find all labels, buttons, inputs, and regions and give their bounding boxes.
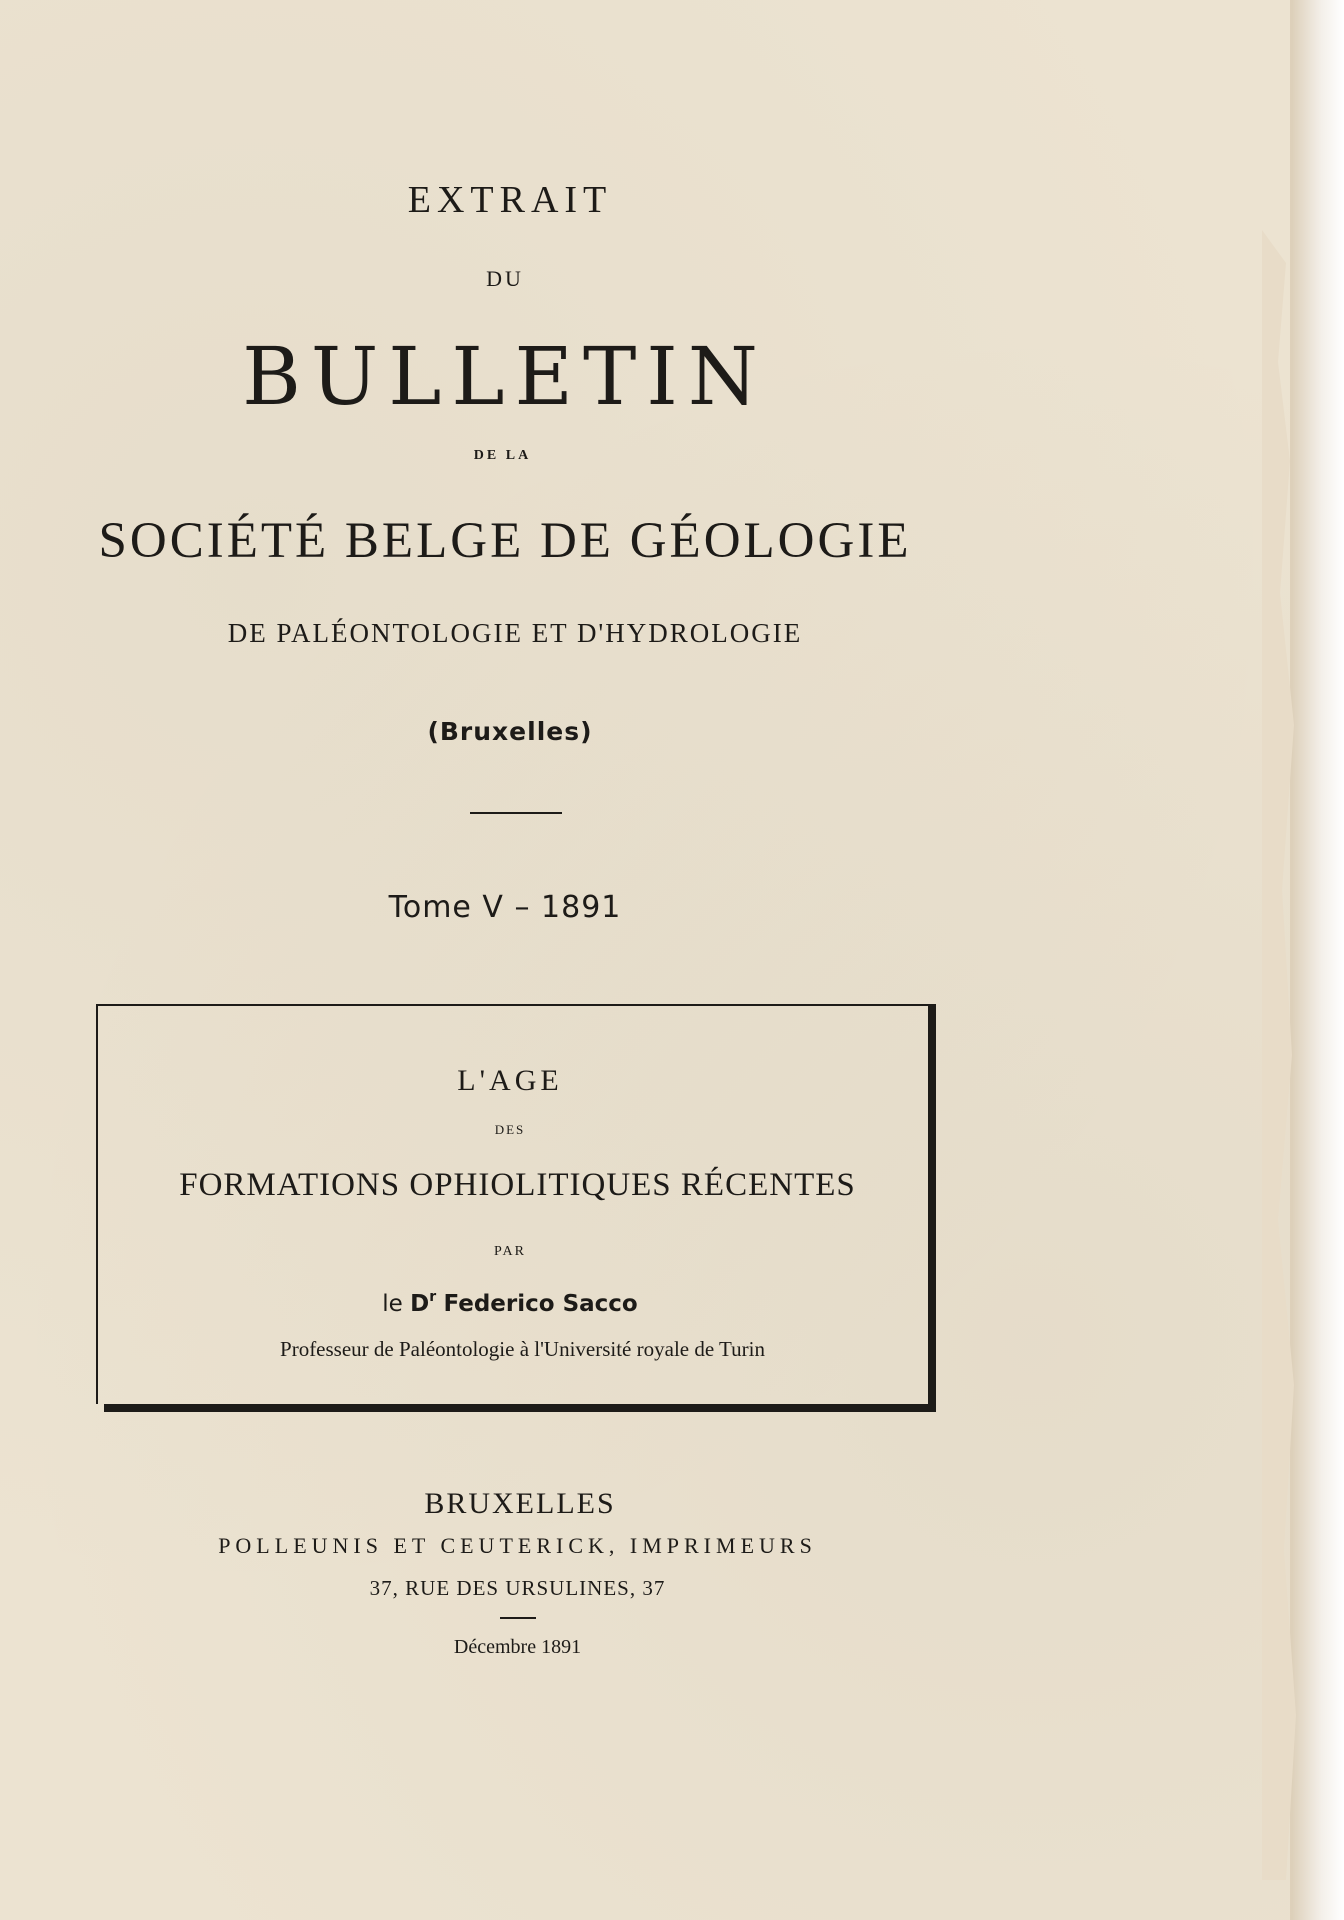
author-title — [410, 1291, 436, 1317]
header-du: DU — [486, 266, 524, 291]
article-author — [0, 1291, 1020, 1317]
author-title-sup: r — [429, 1289, 437, 1305]
society-name: SOCIÉTÉ BELGE DE GÉOLOGIE — [98, 513, 912, 569]
society-city: (Bruxelles) — [427, 717, 593, 746]
imprint-city: BRUXELLES — [424, 1487, 616, 1520]
society-subtitle: DE PALÉONTOLOGIE ET D'HYDROLOGIE — [227, 618, 803, 648]
imprint-printer: POLLEUNIS ET CEUTERICK, IMPRIMEURS — [218, 1533, 817, 1558]
imprint-divider — [500, 1617, 536, 1619]
article-par: PAR — [494, 1244, 526, 1259]
author-affiliation: Professeur de Paléontologie à l'Université royale de Turin — [280, 1337, 765, 1361]
divider-rule — [470, 812, 562, 814]
article-frame-shadow-bottom — [104, 1404, 936, 1412]
header-bulletin: BULLETIN — [242, 330, 768, 423]
imprint-date: Décembre 1891 — [453, 1636, 582, 1658]
header-extrait: EXTRAIT — [407, 179, 613, 221]
article-title-line2: DES — [494, 1122, 526, 1137]
author-title-base: D — [410, 1291, 430, 1317]
volume-year: Tome V – 1891 — [388, 890, 622, 925]
author-prefix: le — [382, 1291, 411, 1317]
header-de-la: DE LA — [473, 448, 532, 463]
author-name: Federico Sacco — [443, 1291, 638, 1317]
article-title-line3: FORMATIONS OPHIOLITIQUES RÉCENTES — [179, 1167, 856, 1203]
article-title-line1: L'AGE — [457, 1064, 563, 1097]
imprint-address: 37, RUE DES URSULINES, 37 — [369, 1576, 666, 1600]
